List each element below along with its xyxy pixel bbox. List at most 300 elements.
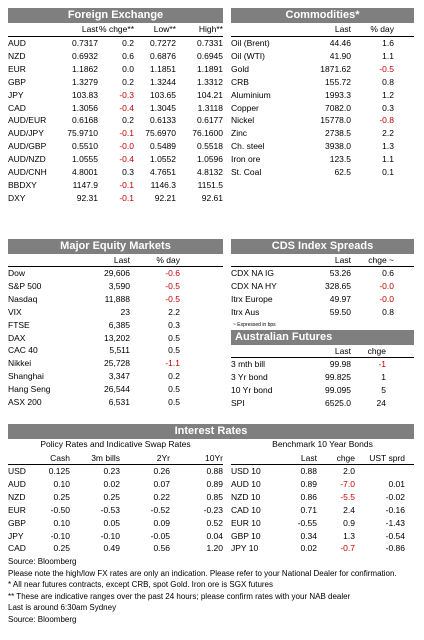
fx-row-label: DXY: [8, 192, 26, 203]
bench-cell: 1.3: [343, 530, 355, 541]
fx-cell: 1.3118: [197, 102, 223, 113]
policy-row-label: USD: [8, 466, 26, 476]
equity-row: [8, 280, 223, 293]
equity-row-label: Hang Seng: [8, 384, 51, 395]
policy-row-label: JPY: [8, 530, 24, 541]
cds-row-label: CDX NA HY: [231, 280, 277, 291]
fx-cell: 4.7651: [150, 167, 176, 178]
fx-row: [8, 166, 223, 179]
equity-cell: 5,511: [109, 345, 130, 356]
equity-cell: 23: [120, 306, 130, 317]
equity-row-label: Nasdaq: [8, 293, 38, 304]
fx-cell: -0.3: [119, 89, 134, 100]
equity-cell: -0.5: [165, 280, 180, 291]
futures-col-last: Last: [334, 346, 351, 356]
fx-row: [8, 140, 223, 153]
equity-row: [8, 344, 223, 357]
equity-cell: 6,385: [108, 319, 130, 330]
equity-row: [8, 370, 223, 383]
fx-cell: -0.0: [119, 141, 134, 152]
policy-cell: 0.52: [206, 517, 223, 528]
fx-cell: 0.6133: [150, 115, 176, 126]
futures-cell: 1: [381, 371, 386, 382]
fx-cell: 1.1851: [150, 63, 176, 74]
commodities-table: [231, 37, 414, 179]
cds-row-label: Itrx Aus: [231, 306, 260, 317]
fx-row: [8, 192, 223, 205]
commodity-row-label: Aluminium: [231, 89, 271, 100]
policy-row-label: GBP: [8, 517, 26, 528]
bench-cell: 0.86: [300, 491, 317, 502]
fx-header: Foreign Exchange: [8, 8, 223, 23]
policy-cell: -0.10: [50, 530, 70, 541]
equity-header: Major Equity Markets: [8, 239, 223, 254]
fx-cell: 1147.9: [72, 179, 98, 190]
commodity-row: [231, 37, 414, 50]
equity-row: [8, 396, 223, 409]
fx-cell: 0.7272: [150, 38, 176, 48]
fx-cell: 1.3279: [72, 76, 98, 87]
futures-header: Australian Futures: [231, 330, 414, 345]
commodity-row: [231, 140, 414, 153]
commodity-cell: 2.2: [382, 128, 394, 139]
bench-cell: 0.01: [388, 478, 405, 489]
fx-cell: 4.8132: [197, 167, 223, 178]
bench-col-headers: [231, 452, 414, 465]
note-source-2: Source: Bloomberg: [8, 614, 77, 624]
policy-cell: 0.26: [153, 466, 170, 476]
equity-cell: 6,531: [108, 397, 130, 408]
equity-row: [8, 306, 223, 319]
equity-row: [8, 267, 223, 280]
bench-cell: 0.9: [343, 517, 355, 528]
fx-row: [8, 63, 223, 76]
commodity-cell: 1.6: [382, 38, 394, 48]
fx-cell: 0.0: [122, 63, 134, 74]
equity-row-label: FTSE: [8, 319, 30, 330]
cds-row: [231, 293, 414, 306]
fx-cell: 1.3244: [150, 76, 176, 87]
futures-row: [231, 371, 414, 384]
commodity-cell: 1993.3: [325, 89, 351, 100]
fx-cell: 0.7331: [197, 38, 223, 48]
cds-cell: 0.6: [382, 268, 394, 278]
fx-cell: 0.2: [122, 76, 134, 87]
equity-row-label: VIX: [8, 306, 22, 317]
cds-row: [231, 267, 414, 280]
fx-cell: 0.2: [122, 38, 134, 48]
commodity-row-label: Oil (WTI): [231, 50, 265, 61]
fx-cell: 103.83: [72, 89, 98, 100]
policy-row-label: AUD: [8, 478, 26, 489]
commodity-cell: 62.5: [334, 167, 351, 178]
policy-cell: 0.05: [103, 517, 120, 528]
bench-cell: -0.02: [385, 491, 405, 502]
commod-col-last: Last: [334, 24, 351, 34]
commodity-cell: 155.72: [325, 76, 351, 87]
policy-row: [8, 530, 223, 543]
cds-table: [231, 267, 414, 319]
equity-col-headers: [8, 254, 223, 267]
fx-cell: 0.6932: [72, 50, 98, 61]
bench-cell: -0.86: [385, 543, 405, 554]
bench-row-label: NZD 10: [231, 491, 261, 502]
fx-header-rule: [8, 36, 223, 37]
commodity-row: [231, 50, 414, 63]
policy-cell: 0.49: [103, 543, 120, 554]
fx-cell: 0.5510: [72, 141, 98, 152]
bench-row-label: JPY 10: [231, 543, 259, 554]
commodity-cell: 1.1: [382, 50, 394, 61]
bench-cell: -7.0: [340, 478, 355, 489]
commodity-row-label: Ch. steel: [231, 141, 265, 152]
fx-row: [8, 76, 223, 89]
bench-row-label: EUR 10: [231, 517, 261, 528]
policy-col-headers: [8, 452, 223, 465]
policy-row-label: CAD: [8, 543, 26, 554]
fx-cell: 1.3045: [150, 102, 176, 113]
fx-cell: 1.0552: [150, 154, 176, 165]
policy-row: [8, 491, 223, 504]
bench-bonds-table: [231, 465, 414, 555]
policy-rates-title: Policy Rates and Indicative Swap Rates: [40, 439, 191, 449]
bench-cell: 0.02: [300, 543, 317, 554]
fx-cell: 1.1862: [72, 63, 98, 74]
commodity-row-label: St. Coal: [231, 167, 262, 178]
fx-cell: 1.1891: [197, 63, 223, 74]
futures-cell: 99.98: [329, 359, 351, 369]
fx-cell: 0.3: [122, 167, 134, 178]
note-source: Source: Bloomberg: [8, 557, 77, 566]
policy-cell: 0.07: [153, 478, 170, 489]
fx-row: [8, 114, 223, 127]
bench-cell: -5.5: [340, 491, 355, 502]
commodity-row: [231, 76, 414, 89]
fx-cell: 0.6: [122, 50, 134, 61]
fx-row: [8, 102, 223, 115]
bench-row: [231, 517, 414, 530]
fx-cell: 0.2: [122, 115, 134, 126]
equity-col-last: Last: [113, 255, 130, 265]
policy-cell: 0.22: [153, 491, 170, 502]
futures-row: [231, 397, 414, 410]
fx-row-label: BBDXY: [8, 179, 37, 190]
policy-cell: 0.23: [103, 466, 120, 476]
equity-table: [8, 267, 223, 409]
bench-row-label: USD 10: [231, 466, 261, 476]
commodity-cell: 0.3: [382, 102, 394, 113]
fx-row-label: AUD/CNH: [8, 167, 47, 178]
bench-col-spread: UST sprd: [369, 453, 405, 463]
cds-cell: 59.50: [329, 306, 351, 317]
equity-cell: 0.5: [168, 332, 180, 343]
commodity-row-label: Oil (Brent): [231, 38, 270, 48]
fx-cell: -0.1: [119, 128, 134, 139]
bench-cell: 0.89: [300, 478, 317, 489]
cds-footnote: ~ Expressed in bps: [233, 322, 276, 328]
equity-cell: -0.5: [165, 293, 180, 304]
bench-row-label: GBP 10: [231, 530, 261, 541]
futures-table: [231, 358, 414, 410]
equity-cell: 11,888: [104, 293, 130, 304]
fx-cell: 0.6876: [150, 50, 176, 61]
policy-cell: -0.10: [100, 530, 120, 541]
fx-row: [8, 89, 223, 102]
commodity-cell: 1.1: [382, 154, 394, 165]
futures-row-label: 3 mth bill: [231, 359, 266, 369]
fx-cell: -0.1: [119, 192, 134, 203]
fx-cell: 92.31: [76, 192, 98, 203]
policy-row: [8, 504, 223, 517]
equity-row: [8, 332, 223, 345]
equity-row: [8, 383, 223, 396]
equity-cell: 3,347: [108, 371, 130, 382]
fx-cell: 1146.3: [150, 179, 176, 190]
commodity-cell: 41.90: [329, 50, 351, 61]
policy-row: [8, 517, 223, 530]
fx-row: [8, 50, 223, 63]
equity-col-day: % day: [156, 255, 180, 265]
fx-cell: 0.6177: [197, 115, 223, 126]
equity-cell: 0.5: [168, 384, 180, 395]
commodity-cell: 1.3: [382, 141, 394, 152]
commodity-cell: 0.8: [382, 76, 394, 87]
policy-cell: 0.04: [206, 530, 223, 541]
policy-col-2yr: 2Yr: [156, 453, 170, 463]
bench-row: [231, 530, 414, 543]
fx-row-label: EUR: [8, 63, 26, 74]
equity-cell: 0.5: [168, 397, 180, 408]
commodity-cell: 2738.5: [325, 128, 351, 139]
equity-row: [8, 357, 223, 370]
policy-cell: 0.09: [153, 517, 170, 528]
policy-cell: 0.85: [206, 491, 223, 502]
commodity-row-label: Copper: [231, 102, 259, 113]
futures-cell: 24: [376, 397, 386, 408]
commodity-row: [231, 127, 414, 140]
fx-cell: 1.3312: [197, 76, 223, 87]
policy-cell: -0.52: [150, 504, 170, 515]
commodity-cell: -0.8: [379, 115, 394, 126]
commodity-cell: 7082.0: [325, 102, 351, 113]
futures-row-label: SPI: [231, 397, 245, 408]
futures-row: [231, 358, 414, 371]
fx-row-label: AUD/NZD: [8, 154, 46, 165]
bench-cell: 0.34: [300, 530, 317, 541]
cds-row: [231, 306, 414, 319]
cds-cell: -0.0: [379, 293, 394, 304]
cds-cell: 328.65: [325, 280, 351, 291]
equity-row-label: S&P 500: [8, 280, 42, 291]
policy-cell: 0.25: [103, 491, 120, 502]
policy-row: [8, 478, 223, 491]
bench-cell: -0.54: [385, 530, 405, 541]
fx-cell: 0.5518: [197, 141, 223, 152]
fx-col-chge: % chge**: [99, 24, 134, 34]
policy-cell: 0.10: [53, 478, 70, 489]
fx-col-high: High**: [198, 24, 223, 34]
fx-cell: 0.6945: [197, 50, 223, 61]
fx-cell: 76.1600: [192, 128, 223, 139]
commodity-row: [231, 114, 414, 127]
commodity-row: [231, 102, 414, 115]
commodity-row: [231, 89, 414, 102]
cds-row-label: CDX NA IG: [231, 268, 274, 278]
commodity-row: [231, 63, 414, 76]
commodity-cell: 15778.0: [320, 115, 351, 126]
equity-cell: 25,728: [104, 358, 130, 369]
futures-row: [231, 384, 414, 397]
commodity-row-label: Zinc: [231, 128, 248, 139]
fx-cell: 1.0555: [72, 154, 98, 165]
bench-cell: 2.0: [343, 466, 355, 476]
commodity-row: [231, 166, 414, 179]
policy-cell: -0.23: [203, 504, 223, 515]
note-timing: Last is around 6:30am Sydney: [8, 603, 117, 612]
fx-cell: 1.0596: [197, 154, 223, 165]
futures-row-label: 3 Yr bond: [231, 371, 268, 382]
equity-row-label: CAC 40: [8, 345, 38, 356]
futures-cell: 6525.0: [325, 397, 351, 408]
fx-cell: -0.1: [119, 179, 134, 190]
policy-cell: -0.50: [50, 504, 70, 515]
policy-cell: 0.56: [153, 543, 170, 554]
commodity-row-label: CRB: [231, 76, 249, 87]
equity-cell: 0.3: [168, 319, 180, 330]
policy-cell: 0.25: [53, 543, 70, 554]
cds-cell: 49.97: [329, 293, 351, 304]
policy-cell: -0.05: [150, 530, 170, 541]
fx-cell: 1151.5: [197, 179, 223, 190]
fx-col-low: Low**: [153, 24, 176, 34]
policy-cell: 0.02: [103, 478, 120, 489]
commodity-cell: 3938.0: [325, 141, 351, 152]
futures-col-chge: chge: [367, 346, 386, 356]
equity-cell: 2.2: [168, 306, 180, 317]
fx-row-label: JPY: [8, 89, 24, 100]
fx-row: [8, 127, 223, 140]
fx-row-label: AUD/GBP: [8, 141, 47, 152]
fx-row: [8, 179, 223, 192]
bench-row-label: AUD 10: [231, 478, 261, 489]
fx-row: [8, 153, 223, 166]
policy-row: [8, 542, 223, 555]
fx-row-label: AUD/EUR: [8, 115, 47, 126]
equity-cell: -0.6: [165, 268, 180, 278]
policy-cell: 0.88: [206, 466, 223, 476]
policy-cell: 1.20: [206, 543, 223, 554]
policy-cell: -0.53: [100, 504, 120, 515]
commodity-row-label: Iron ore: [231, 154, 261, 165]
commodity-cell: 44.46: [329, 38, 351, 48]
fx-cell: 75.6970: [145, 128, 176, 139]
equity-cell: 0.5: [168, 345, 180, 356]
futures-row-label: 10 Yr bond: [231, 384, 273, 395]
fx-cell: 0.6168: [72, 115, 98, 126]
fx-row-label: CAD: [8, 102, 26, 113]
futures-cell: 99.095: [325, 384, 351, 395]
equity-cell: 0.2: [168, 371, 180, 382]
bench-cell: 0.88: [300, 466, 317, 476]
fx-col-headers: [8, 23, 223, 36]
policy-row-label: EUR: [8, 504, 26, 515]
policy-cell: 0.89: [206, 478, 223, 489]
fx-cell: 92.61: [201, 192, 223, 203]
fx-cell: 75.9710: [67, 128, 98, 139]
note-ranges: ** These are indicative ranges over the past 24 hours; please confirm rates with your NAB dealer: [8, 591, 351, 601]
policy-col-cash: Cash: [50, 453, 70, 463]
policy-row-label: NZD: [8, 491, 26, 502]
equity-cell: -1.1: [165, 358, 180, 369]
fx-cell: 0.5489: [150, 141, 176, 152]
interest-rates-header: Interest Rates: [8, 424, 414, 439]
equity-row-label: Nikkei: [8, 358, 32, 369]
equity-cell: 29,606: [104, 268, 130, 278]
equity-row-label: Dow: [8, 268, 26, 278]
equity-row-label: ASX 200: [8, 397, 42, 408]
equity-row: [8, 319, 223, 332]
fx-col-last: Last: [81, 24, 98, 34]
fx-row-label: AUD: [8, 38, 26, 48]
cds-row-label: Itrx Europe: [231, 293, 273, 304]
fx-row-label: AUD/JPY: [8, 128, 44, 139]
cds-col-last: Last: [334, 255, 351, 265]
bench-cell: 0.71: [300, 504, 317, 515]
fx-cell: 92.21: [154, 192, 176, 203]
equity-cell: 13,202: [104, 332, 130, 343]
fx-row-label: NZD: [8, 50, 26, 61]
bench-cell: 2.4: [343, 504, 355, 515]
policy-col-10yr: 10Yr: [205, 453, 223, 463]
commodity-row-label: Nickel: [231, 115, 255, 126]
commodity-cell: -0.5: [379, 63, 394, 74]
fx-cell: 4.8001: [72, 167, 98, 178]
cds-cell: 0.8: [382, 306, 394, 317]
commodity-cell: 1.2: [382, 89, 394, 100]
policy-cell: 0.125: [48, 466, 70, 476]
futures-cell: 5: [381, 384, 386, 395]
commod-col-day: % day: [370, 24, 394, 34]
equity-row: [8, 293, 223, 306]
fx-cell: -0.4: [119, 154, 134, 165]
bench-cell: [355, 465, 405, 478]
fx-cell: -0.4: [119, 102, 134, 113]
policy-col-3m: 3m bills: [91, 453, 120, 463]
commodity-row-label: Gold: [231, 63, 249, 74]
cds-cell: -0.0: [379, 280, 394, 291]
fx-table: [8, 37, 223, 205]
bench-col-last: Last: [300, 453, 317, 463]
bench-col-chge: chge: [336, 453, 355, 463]
equity-cell: 3,590: [108, 280, 130, 291]
bench-row: [231, 542, 414, 555]
policy-rates-table: [8, 465, 223, 555]
fx-cell: 0.7317: [72, 38, 98, 48]
bench-row: [231, 491, 414, 504]
commodity-cell: 123.5: [329, 154, 351, 165]
equity-cell: 26,544: [104, 384, 130, 395]
fx-cell: 1.3056: [72, 102, 98, 113]
cds-header: CDS Index Spreads: [231, 239, 414, 254]
fx-row-label: GBP: [8, 76, 26, 87]
bench-row: [231, 465, 414, 478]
futures-col-headers: [231, 345, 414, 358]
note-fx-disclaimer: Please note the high/low FX rates are only an indication. Please refer to your National Dealer for confirmation.: [8, 568, 397, 578]
cds-col-headers: [231, 254, 414, 267]
bench-cell: -0.16: [385, 504, 405, 515]
bench-cell: -0.55: [297, 517, 317, 528]
futures-cell: 99.825: [325, 371, 351, 382]
